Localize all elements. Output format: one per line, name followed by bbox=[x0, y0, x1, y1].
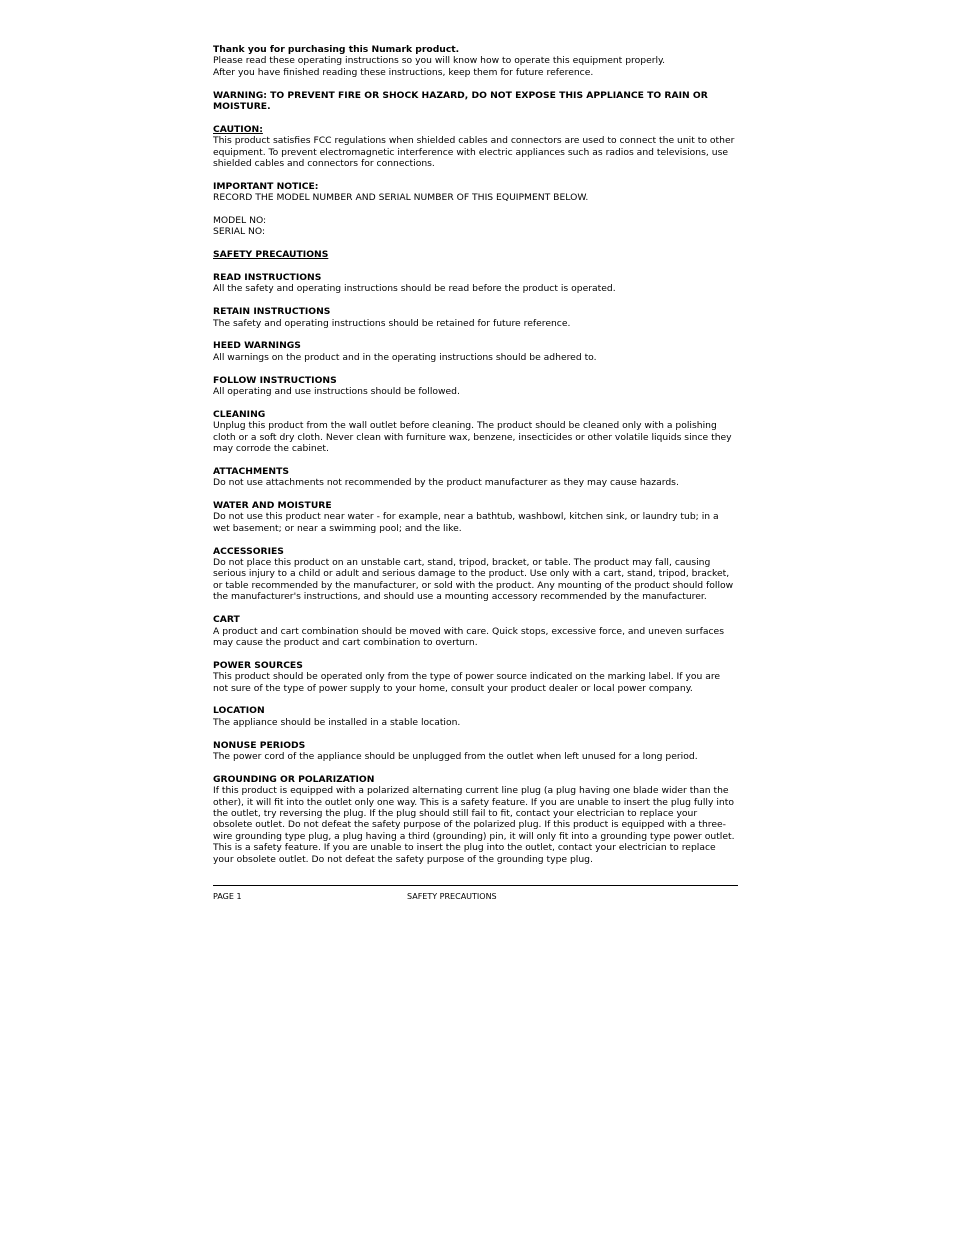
safety-precautions-title: SAFETY PRECAUTIONS bbox=[213, 249, 329, 261]
thanks-heading: Thank you for purchasing this Numark product. bbox=[213, 44, 460, 55]
intro-block bbox=[213, 44, 738, 78]
section-text: Do not use attachments not recommended by the product manufacturer as they may cause hazards. bbox=[213, 477, 679, 489]
section-nonuse-periods bbox=[213, 740, 738, 763]
section-text: All warnings on the product and in the operating instructions should be adhered to. bbox=[213, 351, 597, 363]
section-power-sources bbox=[213, 660, 738, 694]
section-read-instructions bbox=[213, 272, 738, 295]
page-number: PAGE 1 bbox=[213, 892, 242, 901]
model-number-label: MODEL NO: bbox=[213, 215, 267, 227]
section-retain-instructions bbox=[213, 306, 738, 329]
serial-number-label: SERIAL NO: bbox=[213, 226, 266, 238]
section-text: The appliance should be installed in a stable location. bbox=[213, 716, 461, 728]
caution-text: This product satisfies FCC regulations when shielded cables and connectors are used to connect the unit to other equipment. To prevent electromagnetic interference with electric appliances such as radios and televisions, use shielded cables and connectors for connections. bbox=[213, 135, 735, 170]
notice-block bbox=[213, 181, 738, 204]
section-text: The safety and operating instructions should be retained for future reference. bbox=[213, 317, 571, 329]
section-heading: ATTACHMENTS bbox=[213, 465, 289, 477]
section-heading: LOCATION bbox=[213, 705, 265, 717]
safety-title-block bbox=[213, 249, 738, 260]
section-follow-instructions bbox=[213, 375, 738, 398]
caution-heading: CAUTION: bbox=[213, 123, 263, 135]
caution-block bbox=[213, 124, 738, 170]
notice-text: RECORD THE MODEL NUMBER AND SERIAL NUMBER OF THIS EQUIPMENT BELOW. bbox=[213, 192, 589, 204]
section-accessories bbox=[213, 546, 738, 603]
page-footer bbox=[213, 885, 738, 901]
section-heading: CLEANING bbox=[213, 408, 266, 420]
section-heading: ACCESSORIES bbox=[213, 545, 284, 557]
section-heading: FOLLOW INSTRUCTIONS bbox=[213, 374, 337, 386]
warning-block bbox=[213, 90, 738, 113]
section-heading: GROUNDING OR POLARIZATION bbox=[213, 773, 375, 785]
section-text: The power cord of the appliance should be unplugged from the outlet when left unused for a long period. bbox=[213, 750, 698, 762]
section-text: Do not place this product on an unstable cart, stand, tripod, bracket, or table. The product may fall, causing serious injury to a child or adult and serious damage to the product. Use only with a cart, stand, tripod, bracket, or table recommended by the manufacturer, or sold with the product. Any mounting of the product should follow the manufacturer's instructions, and should use a mounting accessory recommended by the manufacturer. bbox=[213, 557, 734, 603]
intro-line-2: After you have finished reading these instructions, keep them for future reference. bbox=[213, 66, 594, 78]
section-heading: CART bbox=[213, 614, 240, 626]
section-text: This product should be operated only from the type of power source indicated on the marking label. If you are not sure of the type of power supply to your home, consult your product dealer or local power company. bbox=[213, 671, 721, 694]
section-text: All operating and use instructions should be followed. bbox=[213, 386, 460, 398]
section-water-and-moisture bbox=[213, 500, 738, 534]
warning-text: WARNING: TO PREVENT FIRE OR SHOCK HAZARD, DO NOT EXPOSE THIS APPLIANCE TO RAIN OR MOISTURE. bbox=[213, 89, 708, 113]
section-heading: HEED WARNINGS bbox=[213, 340, 301, 352]
intro-line-1: Please read these operating instructions so you will know how to operate this equipment properly. bbox=[213, 55, 666, 67]
footer-title: SAFETY PRECAUTIONS bbox=[407, 892, 497, 901]
section-heading: POWER SOURCES bbox=[213, 659, 303, 671]
section-heading: WATER AND MOISTURE bbox=[213, 500, 332, 512]
section-attachments bbox=[213, 466, 738, 489]
section-heading: RETAIN INSTRUCTIONS bbox=[213, 306, 331, 318]
section-text: If this product is equipped with a polarized alternating current line plug (a plug having one blade wider than the other), it will fit into the outlet only one way. This is a safety feature. If you are unable to insert the plug fully into the outlet, try reversing the plug. If the plug should still fail to fit, contact your electrician to replace your obsolete outlet. Do not defeat the safety purpose of the polarized plug. If this product is equipped with a three-wire grounding type plug, a plug having a third (grounding) pin, it will only fit into a grounding type power outlet. This is a safety feature. If you are unable to insert the plug into the outlet, contact your electrician to replace your obsolete outlet. Do not defeat the safety purpose of the grounding type plug. bbox=[213, 785, 735, 865]
section-cleaning bbox=[213, 409, 738, 455]
section-heading: READ INSTRUCTIONS bbox=[213, 272, 322, 284]
section-text: All the safety and operating instructions should be read before the product is operated. bbox=[213, 283, 616, 295]
section-cart bbox=[213, 614, 738, 648]
section-location bbox=[213, 705, 738, 728]
section-text: Do not use this product near water - for example, near a bathtub, washbowl, kitchen sink, or laundry tub; in a wet basement; or near a swimming pool; and the like. bbox=[213, 511, 719, 534]
section-heading: NONUSE PERIODS bbox=[213, 739, 306, 751]
record-fields bbox=[213, 215, 738, 238]
section-text: Unplug this product from the wall outlet before cleaning. The product should be cleaned only with a polishing cloth or a soft dry cloth. Never clean with furniture wax, benzene, insecticides or other volatile liquids since they may corrode the cabinet. bbox=[213, 420, 732, 455]
document-body bbox=[213, 44, 738, 876]
section-grounding-or-polarization bbox=[213, 774, 738, 865]
notice-heading: IMPORTANT NOTICE: bbox=[213, 180, 319, 192]
section-heed-warnings bbox=[213, 340, 738, 363]
section-text: A product and cart combination should be moved with care. Quick stops, excessive force, and uneven surfaces may cause the product and cart combination to overturn. bbox=[213, 625, 724, 648]
